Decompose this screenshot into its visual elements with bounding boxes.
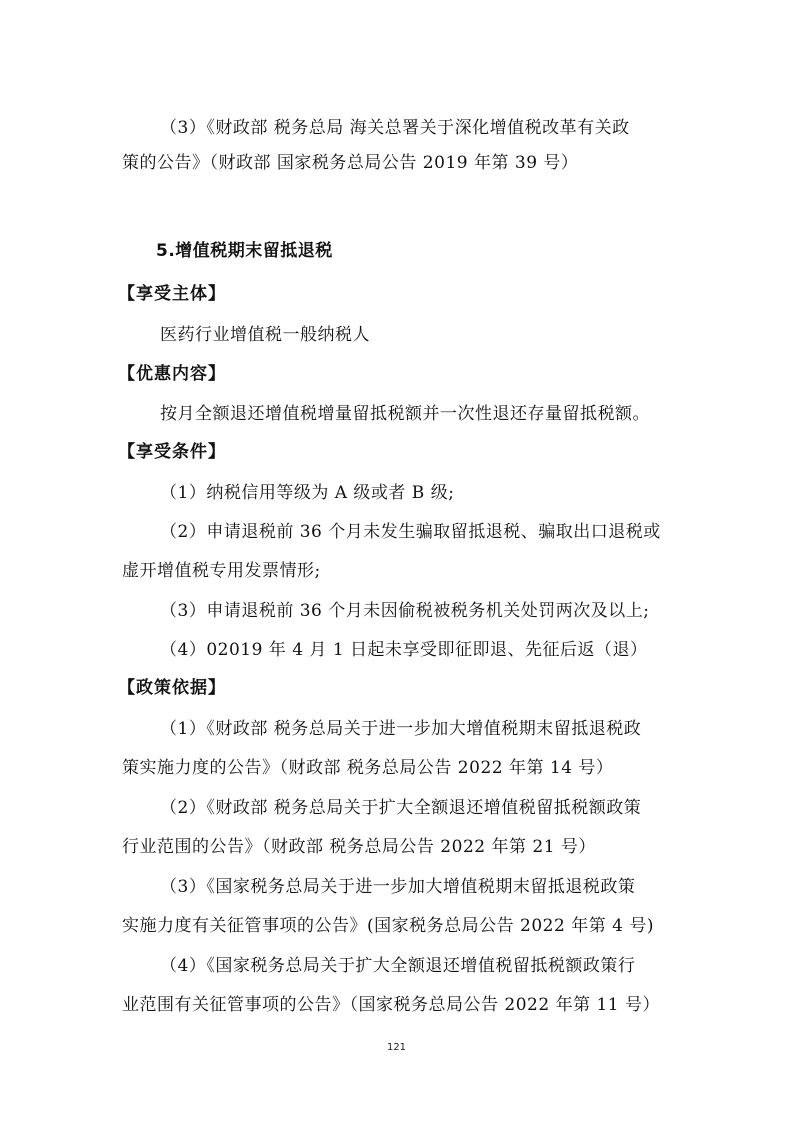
beneficiary-text: 医药行业增值税一般纳税人: [160, 325, 370, 345]
policy-basis-item-3-line-2: 实施力度有关征管事项的公告》(国家税务总局公告 2022 年第 4 号): [122, 916, 654, 936]
benefit-label: 【优惠内容】: [118, 364, 226, 384]
policy-basis-item-1-line-1: （1）《财政部 税务总局关于进一步加大增值税期末留抵退税政: [160, 719, 642, 739]
policy-basis-item-4-line-2: 业范围有关征管事项的公告》（国家税务总局公告 2022 年第 11 号）: [122, 995, 661, 1015]
policy-basis-item-4-line-1: （4）《国家税务总局关于扩大全额退还增值税留抵税额政策行: [160, 956, 636, 976]
condition-item-4-line-1: （4）02019 年 4 月 1 日起未享受即征即退、先征后返（退）: [160, 640, 648, 660]
condition-item-3-line-1: （3）申请退税前 36 个月未因偷税被税务机关处罚两次及以上;: [160, 601, 650, 621]
intro-reference-line-1: （3）《财政部 税务总局 海关总署关于深化增值税改革有关政: [160, 118, 630, 138]
benefit-text: 按月全额退还增值税增量留抵税额并一次性退还存量留抵税额。: [160, 404, 650, 424]
condition-item-1-line-1: （1）纳税信用等级为 A 级或者 B 级;: [160, 483, 455, 503]
policy-basis-item-3-line-1: （3）《国家税务总局关于进一步加大增值税期末留抵退税政策: [160, 877, 636, 897]
condition-item-2-line-1: （2）申请退税前 36 个月未发生骗取留抵退税、骗取出口退税或: [160, 522, 661, 542]
policy-basis-label: 【政策依据】: [118, 678, 226, 698]
condition-item-2-line-2: 虚开增值税专用发票情形;: [122, 561, 321, 581]
conditions-label: 【享受条件】: [118, 442, 226, 462]
beneficiary-label: 【享受主体】: [118, 284, 226, 304]
policy-basis-item-2-line-1: （2）《财政部 税务总局关于扩大全额退还增值税留抵税额政策: [160, 798, 642, 818]
policy-basis-item-2-line-2: 行业范围的公告》（财政部 税务总局公告 2022 年第 21 号）: [122, 837, 596, 857]
page-number: 121: [386, 1042, 407, 1053]
intro-reference-line-2: 策的公告》（财政部 国家税务总局公告 2019 年第 39 号）: [122, 153, 579, 173]
policy-basis-item-1-line-2: 策实施力度的公告》（财政部 税务总局公告 2022 年第 14 号）: [122, 758, 614, 778]
section-title: 5.增值税期末留抵退税: [156, 241, 333, 261]
